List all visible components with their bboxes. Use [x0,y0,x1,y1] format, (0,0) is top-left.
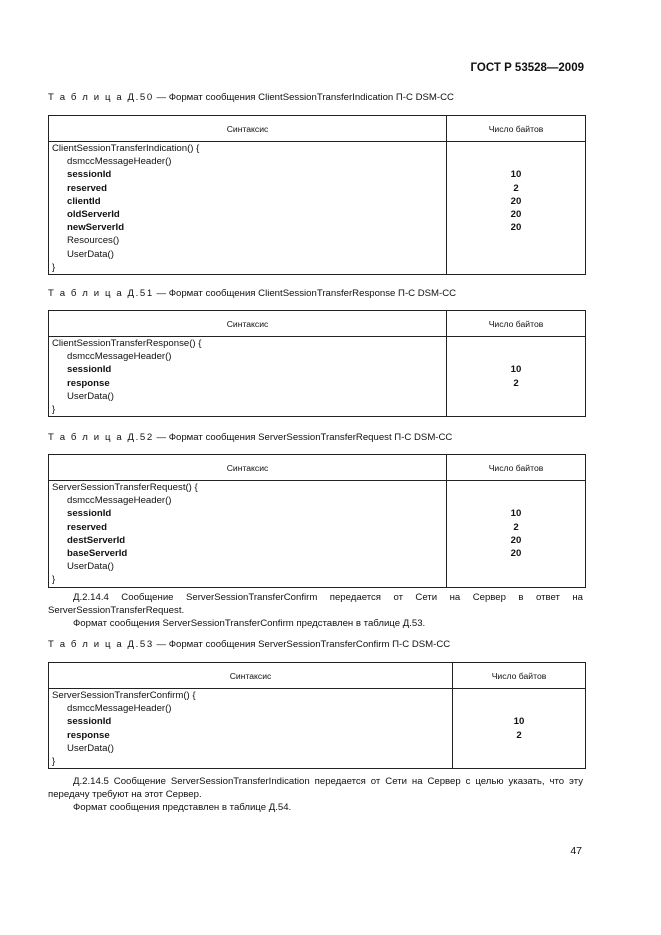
byte-count [447,350,585,363]
syntax-line: UserData() [67,742,114,754]
byte-count [453,742,585,755]
syntax-line: dsmccMessageHeader() [67,156,172,168]
syntax-field: sessionId [67,169,112,181]
table-caption [48,92,454,103]
byte-count: 2 [513,182,519,194]
table-caption-text: — Формат сообщения ClientSessionTransferIndication П-С DSM-CC [153,92,454,103]
syntax-line: UserData() [67,561,114,573]
syntax-line: } [52,574,56,586]
message-table [48,115,586,275]
syntax-line: UserData() [67,248,114,260]
table-caption [48,288,456,299]
body-text-block [48,591,583,631]
syntax-field: sessionId [67,508,112,520]
byte-count: 2 [513,521,519,533]
syntax-line: UserData() [67,390,114,402]
message-table [48,662,586,769]
byte-count: 10 [510,364,522,376]
table-caption [48,639,450,650]
paragraph-d2-14-5: Д.2.14.5 Сообщение ServerSessionTransferIndication передается от Сети на Сервер с целью указать, что эту передачу требуют на этот Сервер. [48,776,583,801]
table-caption-text: — Формат сообщения ClientSessionTransferResponse П-С DSM-CC [153,288,457,299]
paragraph-d2-14-4: Д.2.14.4 Сообщение ServerSessionTransferConfirm передается от Сети на Сервер в ответ на ServerSessionTransferRequest. [48,592,583,617]
table-caption-prefix: Т а б л и ц а Д.52 [48,432,154,443]
paragraph-format-d53: Формат сообщения ServerSessionTransferConfirm представлен в таблице Д.53. [73,618,426,630]
byte-count [453,755,585,768]
byte-count [453,702,585,715]
byte-count [447,481,585,494]
byte-count [447,261,585,274]
syntax-field: sessionId [67,364,112,376]
syntax-cell [49,481,447,588]
syntax-field: baseServerId [67,547,128,559]
byte-count: 2 [516,729,522,741]
body-text-block [48,775,583,815]
byte-count [447,494,585,507]
syntax-field: sessionId [67,716,112,728]
syntax-line: } [52,755,56,767]
column-header-bytes: Число байтов [447,116,586,142]
syntax-line: } [52,403,56,415]
table-caption-text: — Формат сообщения ServerSessionTransferRequest П-С DSM-CC [153,432,453,443]
syntax-line: ClientSessionTransferResponse() { [52,338,202,349]
table-caption-prefix: Т а б л и ц а Д.50 [48,92,154,103]
message-table [48,310,586,417]
byte-count [447,155,585,168]
byte-count [447,234,585,247]
byte-count [447,403,585,416]
byte-count: 20 [510,195,522,207]
syntax-field: clientId [67,195,101,207]
bytes-cell [447,481,586,588]
byte-count [447,573,585,586]
column-header-syntax: Синтаксис [49,311,447,337]
byte-count: 20 [510,547,522,559]
syntax-line: ClientSessionTransferIndication() { [52,143,200,154]
table-caption-prefix: Т а б л и ц а Д.51 [48,288,154,299]
syntax-line: dsmccMessageHeader() [67,703,172,715]
bytes-cell [447,337,586,417]
byte-count: 2 [513,377,519,389]
bytes-cell [447,142,586,275]
paragraph-format-d54: Формат сообщения представлен в таблице Д.54. [73,802,292,814]
syntax-cell [49,142,447,275]
syntax-field: destServerId [67,534,126,546]
column-header-syntax: Синтаксис [49,116,447,142]
standard-designation: ГОСТ Р 53528—2009 [470,62,584,74]
table-caption [48,432,452,443]
byte-count: 20 [510,208,522,220]
syntax-line: ServerSessionTransferRequest() { [52,482,198,493]
byte-count [447,560,585,573]
message-table [48,454,586,588]
page-number: 47 [570,845,582,857]
byte-count [453,689,585,702]
byte-count: 20 [510,534,522,546]
byte-count: 10 [510,169,522,181]
syntax-field: reserved [67,182,108,194]
column-header-bytes: Число байтов [453,663,586,689]
syntax-line: dsmccMessageHeader() [67,495,172,507]
syntax-line: Resources() [67,235,120,247]
table-caption-text: — Формат сообщения ServerSessionTransferConfirm П-С DSM-CC [153,639,451,650]
syntax-cell [49,689,453,769]
syntax-line: } [52,261,56,273]
syntax-cell [49,337,447,417]
byte-count [447,142,585,155]
syntax-field: newServerId [67,222,125,234]
syntax-field: response [67,729,110,741]
byte-count [447,337,585,350]
syntax-field: oldServerId [67,208,120,220]
byte-count: 20 [510,222,522,234]
byte-count [447,248,585,261]
table-caption-prefix: Т а б л и ц а Д.53 [48,639,154,650]
column-header-bytes: Число байтов [447,311,586,337]
byte-count: 10 [513,716,525,728]
column-header-bytes: Число байтов [447,455,586,481]
syntax-line: ServerSessionTransferConfirm() { [52,690,196,701]
syntax-field: response [67,377,110,389]
column-header-syntax: Синтаксис [49,455,447,481]
syntax-field: reserved [67,521,108,533]
syntax-line: dsmccMessageHeader() [67,351,172,363]
bytes-cell [453,689,586,769]
column-header-syntax: Синтаксис [49,663,453,689]
byte-count [447,390,585,403]
byte-count: 10 [510,508,522,520]
